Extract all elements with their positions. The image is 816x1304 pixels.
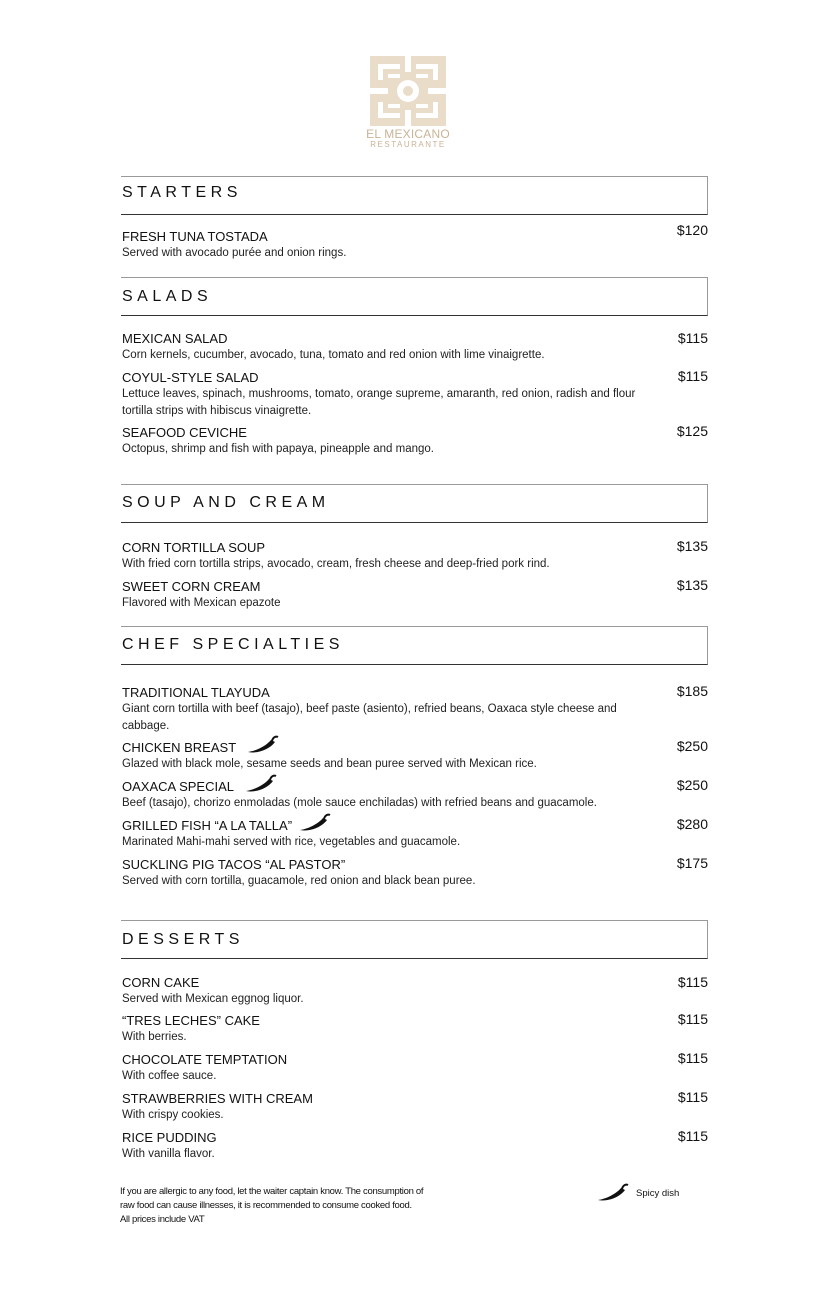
menu-item [122, 578, 710, 612]
item-price: $115 [677, 974, 708, 990]
menu-item [122, 424, 710, 458]
menu-item [122, 778, 710, 812]
item-name: COYUL-STYLE SALAD [122, 370, 259, 385]
item-description: With fried corn tortilla strips, avocado, cream, fresh cheese and deep-fried pork rind. [122, 558, 550, 570]
item-description: Served with Mexican eggnog liquor. [122, 993, 304, 1005]
menu-item [122, 1051, 710, 1085]
item-name: MEXICAN SALAD [122, 331, 228, 346]
item-name: SEAFOOD CEVICHE [122, 425, 247, 440]
item-price: $175 [676, 855, 708, 871]
item-name: OAXACA SPECIAL [122, 779, 234, 794]
item-price: $115 [677, 1128, 708, 1144]
menu-item [122, 739, 710, 773]
restaurant-logo [366, 56, 450, 152]
section-header-salads [121, 277, 708, 316]
menu-item [122, 684, 710, 735]
item-price: $120 [676, 222, 708, 238]
spicy-legend [596, 1183, 679, 1203]
menu-item [122, 1090, 710, 1124]
item-description: With crispy cookies. [122, 1109, 224, 1121]
item-name-row [122, 817, 710, 834]
chili-pepper-icon [244, 774, 278, 794]
item-name: STRAWBERRIES WITH CREAM [122, 1091, 313, 1106]
item-description: With coffee sauce. [122, 1070, 217, 1082]
item-price: $185 [676, 683, 708, 699]
section-title: STARTERS [122, 184, 242, 201]
item-price: $115 [677, 368, 708, 384]
item-description: Flavored with Mexican epazote [122, 597, 281, 609]
item-description: With berries. [122, 1031, 187, 1043]
allergy-notice [120, 1185, 520, 1227]
item-description: Marinated Mahi-mahi served with rice, vegetables and guacamole. [122, 836, 461, 848]
item-price: $280 [676, 816, 708, 832]
item-price: $250 [676, 777, 708, 793]
item-name-row [122, 739, 710, 756]
item-description: Corn kernels, cucumber, avocado, tuna, tomato and red onion with lime vinaigrette. [122, 349, 545, 361]
brand-subtitle: RESTAURANTE [370, 140, 446, 149]
allergy-notice-line: If you are allergic to any food, let the waiter captain know. The consumption of [120, 1186, 424, 1197]
item-name: “TRES LECHES” CAKE [122, 1013, 260, 1028]
section-header-starters [121, 176, 708, 215]
vat-notice: All prices include VAT [120, 1214, 205, 1225]
item-name: FRESH TUNA TOSTADA [122, 229, 268, 244]
item-name: CHOCOLATE TEMPTATION [122, 1052, 288, 1067]
item-price: $115 [677, 330, 708, 346]
item-name: CORN TORTILLA SOUP [122, 540, 266, 555]
item-price: $135 [676, 577, 708, 593]
spicy-legend-label: Spicy dish [636, 1187, 680, 1199]
allergy-notice-line: raw food can cause illnesses, it is recommended to consume cooked food. [120, 1200, 412, 1211]
chili-pepper-icon [596, 1183, 630, 1203]
item-price: $135 [676, 538, 708, 554]
item-name: CORN CAKE [122, 975, 200, 990]
section-title: CHEF SPECIALTIES [122, 636, 344, 653]
aztec-sun-logo-icon [370, 56, 446, 126]
menu-item [122, 330, 710, 364]
item-name: SWEET CORN CREAM [122, 579, 261, 594]
menu-item [122, 974, 710, 1008]
section-title: DESSERTS [122, 931, 244, 948]
chili-pepper-icon [298, 813, 332, 833]
menu-item [122, 369, 710, 420]
section-header-chef-specialties [121, 626, 708, 665]
item-description: Served with avocado purée and onion rings. [122, 247, 347, 259]
item-description: Served with corn tortilla, guacamole, red onion and black bean puree. [122, 875, 476, 887]
item-description: Beef (tasajo), chorizo enmoladas (mole sauce enchiladas) with refried beans and guacamole. [122, 797, 597, 809]
item-name: SUCKLING PIG TACOS “AL PASTOR” [122, 857, 346, 872]
item-price: $125 [676, 423, 708, 439]
item-name: GRILLED FISH “A LA TALLA” [122, 818, 293, 833]
brand-name: EL MEXICANO [366, 127, 450, 141]
section-title: SALADS [122, 288, 213, 305]
item-description: Giant corn tortilla with beef (tasajo), beef paste (asiento), refried beans, Oaxaca style cheese and cabbage. [122, 703, 617, 732]
menu-item [122, 1012, 710, 1046]
chili-pepper-icon [246, 735, 280, 755]
item-description: Glazed with black mole, sesame seeds and bean puree served with Mexican rice. [122, 758, 537, 770]
item-description: With vanilla flavor. [122, 1148, 215, 1160]
item-price: $250 [676, 738, 708, 754]
section-header-desserts [121, 920, 708, 959]
section-title: SOUP AND CREAM [122, 494, 330, 511]
item-name: TRADITIONAL TLAYUDA [122, 685, 270, 700]
menu-item [122, 1129, 710, 1163]
menu-item [122, 817, 710, 851]
item-name: CHICKEN BREAST [122, 740, 237, 755]
item-description: Lettuce leaves, spinach, mushrooms, tomato, orange supreme, amaranth, red onion, radish and flour tortilla strips with hibiscus vinaigrette. [122, 388, 636, 417]
section-header-soup-and-cream [121, 484, 708, 523]
item-price: $115 [677, 1050, 708, 1066]
menu-item [122, 222, 710, 262]
item-price: $115 [677, 1011, 708, 1027]
item-description: Octopus, shrimp and fish with papaya, pineapple and mango. [122, 443, 434, 455]
menu-item [122, 539, 710, 573]
item-name-row [122, 778, 710, 795]
menu-item [122, 856, 710, 890]
item-name: RICE PUDDING [122, 1130, 217, 1145]
item-price: $115 [677, 1089, 708, 1105]
